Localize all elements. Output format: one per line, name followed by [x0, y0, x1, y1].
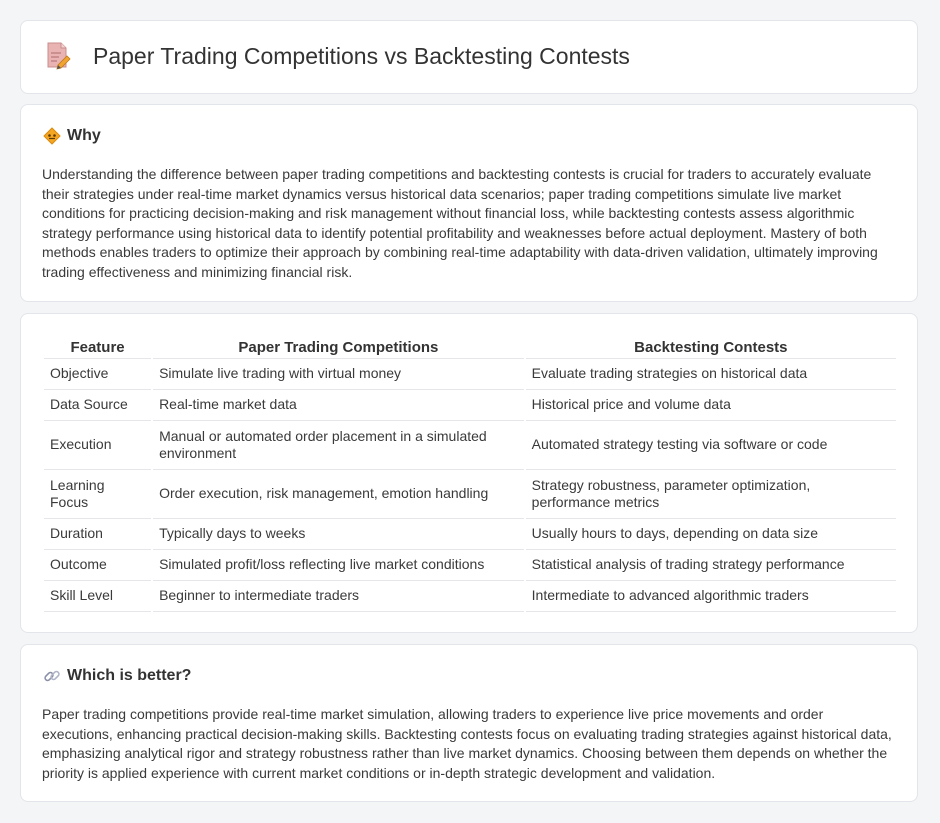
header-paper-trading: Paper Trading Competitions	[153, 337, 524, 359]
feature-cell: Duration	[44, 519, 151, 550]
feature-cell: Data Source	[44, 390, 151, 421]
better-paragraph: Paper trading competitions provide real-time market simulation, allowing traders to experience live price movements and order executions, enhancing practical decision-making skills. Backtesting contests focus on evaluating trading strategies against historical data, emphasizing analytical rigor and strategy robustness rather than live market dynamics. Choosing between them depends on whether the priority is applied experience with current market conditions or in-depth strategic development and validation.	[42, 706, 892, 781]
backtest-cell: Usually hours to days, depending on data size	[526, 519, 896, 550]
paper-cell: Order execution, risk management, emotion handling	[153, 470, 524, 519]
paper-cell: Manual or automated order placement in a simulated environment	[153, 421, 524, 470]
paper-cell: Typically days to weeks	[153, 519, 524, 550]
table-row	[44, 470, 896, 519]
feature-cell: Outcome	[44, 550, 151, 581]
table-row	[44, 390, 896, 421]
header-feature: Feature	[44, 337, 151, 359]
table-row	[44, 421, 896, 470]
table-row	[44, 550, 896, 581]
paper-cell: Real-time market data	[153, 390, 524, 421]
link-icon	[43, 667, 61, 685]
better-heading: Which is better?	[67, 667, 192, 684]
paper-cell: Simulate live trading with virtual money	[153, 359, 524, 390]
why-paragraph: Understanding the difference between paper trading competitions and backtesting contests is crucial for traders to accurately evaluate their strategies under real-time market dynamics versus historical data scenarios; paper trading competitions simulate live market conditions for practicing decision-making and risk management without financial loss, while backtesting contests assess algorithmic strategy performance using historical data to identify potential profitability and weaknesses before actual deployment. Mastery of both methods enables traders to optimize their approach by combining real-time adaptability with data-driven validation, ultimately improving trading effectiveness and minimizing financial risk.	[42, 166, 878, 280]
which-better-section	[20, 644, 918, 802]
feature-cell: Objective	[44, 359, 151, 390]
better-heading-row	[43, 667, 191, 685]
table-row	[44, 359, 896, 390]
header-card	[20, 20, 918, 94]
comparison-section	[20, 313, 918, 633]
backtest-cell: Intermediate to advanced algorithmic traders	[526, 581, 896, 612]
header-backtesting: Backtesting Contests	[526, 337, 896, 359]
backtest-cell: Strategy robustness, parameter optimization, performance metrics	[526, 470, 896, 519]
comparison-table	[42, 337, 898, 612]
why-heading-row	[43, 127, 101, 145]
feature-cell: Skill Level	[44, 581, 151, 612]
title-row	[45, 41, 630, 71]
why-section	[20, 104, 918, 302]
why-heading: Why	[67, 127, 101, 144]
document-pencil-icon	[45, 41, 71, 71]
page-title: Paper Trading Competitions vs Backtesting Contests	[93, 42, 630, 69]
table-header-row	[44, 337, 896, 359]
backtest-cell: Evaluate trading strategies on historical data	[526, 359, 896, 390]
backtest-cell: Automated strategy testing via software or code	[526, 421, 896, 470]
feature-cell: Execution	[44, 421, 151, 470]
paper-cell: Beginner to intermediate traders	[153, 581, 524, 612]
backtest-cell: Statistical analysis of trading strategy performance	[526, 550, 896, 581]
table-row	[44, 581, 896, 612]
table-row	[44, 519, 896, 550]
diamond-sign-icon	[43, 127, 61, 145]
feature-cell: Learning Focus	[44, 470, 151, 519]
backtest-cell: Historical price and volume data	[526, 390, 896, 421]
paper-cell: Simulated profit/loss reflecting live market conditions	[153, 550, 524, 581]
